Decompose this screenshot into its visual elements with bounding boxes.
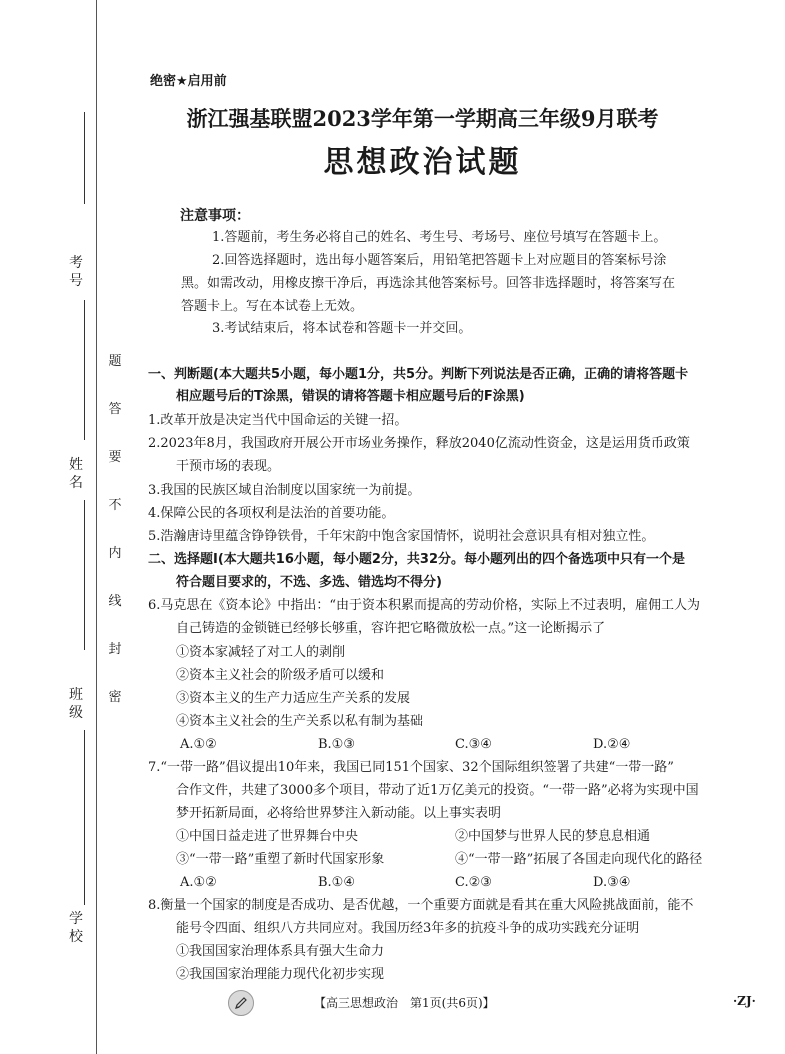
exam-no-label: 考号 [69,255,83,289]
q7-option: ②中国梦与世界人民的梦息息相通 [455,829,651,844]
seal-char: 答 [108,402,122,417]
judgement-item: 3.我国的民族区域自治制度以国家统一为前提。 [148,483,421,498]
q6-option: ③资本主义的生产力适应生产关系的发展 [176,691,411,706]
name-label: 姓名 [69,457,83,491]
q6-choice-b: B.①③ [318,737,355,752]
q7-option: ④“一带一路”拓展了各国走向现代化的路径 [455,852,703,867]
name-line-lower [84,500,85,650]
judgement-item: 2.2023年8月，我国政府开展公开市场业务操作，释放2040亿流动性资金，这是运用货币政策 [148,436,690,451]
exam-title: 浙江强基联盟2023学年第一学期高三年级9月联考 [186,106,659,131]
q7-option: ①中国日益走进了世界舞台中央 [176,829,359,844]
judgement-item: 5.浩瀚唐诗里蕴含铮铮铁骨，千年宋韵中饱含家国情怀，说明社会意识具有相对独立性。 [148,529,655,544]
q6-option: ②资本主义社会的阶级矛盾可以缓和 [176,668,385,683]
seal-char: 封 [108,642,122,657]
notes-line: 2.回答选择题时，选出每小题答案后，用铅笔把答题卡上对应题目的答案标号涂 [212,253,667,268]
seal-char: 题 [108,354,122,369]
notes-line: 1.答题前，考生务必将自己的姓名、考生号、考场号、座位号填写在答题卡上。 [212,230,667,245]
notes-line: 答题卡上。写在本试卷上无效。 [181,299,364,314]
school-label: 学校 [69,911,83,945]
name-line-upper [84,300,85,440]
seal-char: 要 [108,450,122,465]
q6-choice-a: A.①② [180,737,217,752]
q7-stem-cont: 梦开拓新局面，必将给世界梦注入新动能。以上事实表明 [176,806,502,821]
q6-option: ①资本家减轻了对工人的剥削 [176,645,346,660]
seal-char: 线 [108,594,122,609]
section1-heading-cont: 相应题号后的T涂黑，错误的请将答题卡相应题号后的F涂黑) [176,389,525,404]
pencil-icon [228,990,254,1016]
page-footer: 【高三思想政治 第1页(共6页)】 [314,996,495,1010]
q8-option: ①我国国家治理体系具有强大生命力 [176,944,385,959]
seal-char: 内 [108,546,122,561]
q8-stem: 8.衡量一个国家的制度是否成功、是否优越，一个重要方面就是看其在重大风险挑战面前，能不 [148,898,694,913]
q8-stem-cont: 能号令四面、组织八方共同应对。我国历经3年多的抗疫斗争的成功实践充分证明 [176,921,640,936]
q6-stem: 6.马克思在《资本论》中指出：“由于资本积累而提高的劳动价格，实际上不过表明，雇佣工人为 [148,598,701,613]
section2-heading-cont: 符合题目要求的，不选、多选、错选均不得分) [176,575,442,590]
judgement-item: 1.改革开放是决定当代中国命运的关键一招。 [148,413,408,428]
seal-char: 不 [108,498,122,513]
notes-heading: 注意事项： [180,208,250,224]
footer-code: ·ZJ· [733,994,756,1008]
q7-choice-b: B.①④ [318,875,355,890]
q7-choice-a: A.①② [180,875,217,890]
q8-option: ②我国国家治理能力现代化初步实现 [176,967,385,982]
q6-choice-d: D.②④ [593,737,631,752]
judgement-item: 4.保障公民的各项权利是法治的首要功能。 [148,506,395,521]
q6-stem-cont: 自己铸造的金锁链已经够长够重，容许把它略微放松一点。”这一论断揭示了 [176,621,606,636]
seal-char: 密 [108,690,122,705]
section2-heading: 二、选择题Ⅰ(本大题共16小题，每小题2分，共32分。每小题列出的四个备选项中只有一个是 [148,552,686,567]
secret-mark: 绝密★启用前 [150,74,227,89]
judgement-item: 干预市场的表现。 [176,459,281,474]
q7-choice-c: C.②③ [455,875,492,890]
q6-option: ④资本主义社会的生产关系以私有制为基础 [176,714,424,729]
q7-option: ③“一带一路”重塑了新时代国家形象 [176,852,385,867]
section1-heading: 一、判断题(本大题共5小题，每小题1分，共5分。判断下列说法是否正确，正确的请将答题卡 [148,367,689,382]
class-line [84,730,85,905]
q7-stem-cont: 合作文件，共建了3000多个项目，带动了近1万亿美元的投资。“一带一路”必将为实现中国 [176,783,699,798]
subject-title: 思想政治试题 [323,145,522,180]
notes-line: 3.考试结束后，将本试卷和答题卡一并交回。 [212,321,472,336]
notes-line: 黑。如需改动，用橡皮擦干净后，再选涂其他答案标号。回答非选择题时，将答案写在 [181,276,676,291]
q7-stem: 7.“一带一路”倡议提出10年来，我国已同151个国家、32个国际组织签署了共建“一带一路” [148,760,674,775]
class-label: 班级 [69,687,83,721]
q7-choice-d: D.③④ [593,875,631,890]
q6-choice-c: C.③④ [455,737,492,752]
